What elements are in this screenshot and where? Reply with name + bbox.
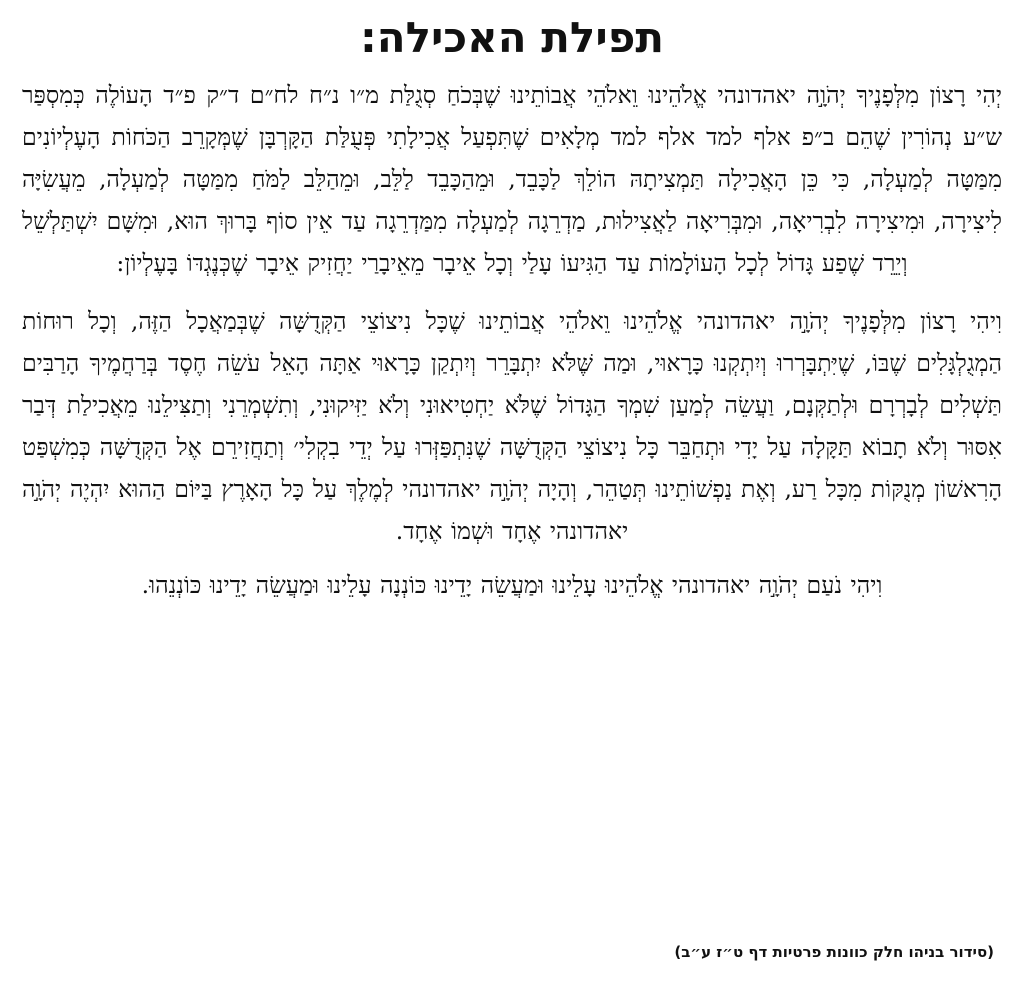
prayer-page xyxy=(22,8,1002,983)
prayer-paragraph-1: יְהִי רָצוֹן מִלְּפָנֶיךָ יְהֹוָ֣ה יאהדונהי אֱלֹהֵינוּ וֵאלֹהֵי אֲבוֹתֵינוּ שֶׁבְּכֹחַ סְגֻלַּת מ״ו נ״ח לח״ם ד״ק פ״ד הָעוֹלֶה כְּמִסְפַּר ש״ע נְהוֹרִין שֶׁהֵם ב״פ אלף למד אלף למד מְלָאִים שֶׁתִּפְעַל אֲכִילָתִי פְּעֻלַּת הַקָּרְבָּן שֶׁמְּקָרֵב הַכֹּחוֹת הָעֶלְיוֹנִים מִמַּטָּה לְמַעְלָה, כִּי כֵּן הָאֲכִילָה תַּמְצִיתָהּ הוֹלֵךְ לַכָּבֵד, וּמֵהַכָּבֵד לַלֵּב, וּמֵהַלֵּב לַמֹּחַ מִמַּטָּה לְמַעְלָה, מֵעֲשִׂיָּה לִיצִירָה, וּמִיצִירָה לִבְרִיאָה, וּמִבְּרִיאָה לַאֲצִילוּת, מַדְרֵגָה לְמַעְלָה מִמַּדְרֵגָה עַד אֵין סוֹף בָּרוּךְ הוּא, וּמִשָּׁם יִשְׁתַּלְשֵׁל וְיֵרֵד שֶׁפַע גָּדוֹל לְכָל הָעוֹלָמוֹת עַד הַגִּיעוֹ עָלַי וְכָל אֵיבָר מֵאֵיבָרַי יַחֲזִיק אֵיבָר שֶׁכְּנֶגְדּוֹ בָּעֶלְיוֹן: xyxy=(22,81,1002,277)
prayer-paragraph-2: וִיהִי רָצוֹן מִלְּפָנֶיךָ יְהֹוָ֣ה יאהדונהי אֱלֹהֵינוּ וֵאלֹהֵי אֲבוֹתֵינוּ שֶׁכָּל נִיצוֹצֵי הַקְּדֻשָּׁה שֶׁבְּמַאֲכָל הַזֶּה, וְכָל רוּחוֹת הַמְגֻלְגָּלִים שֶׁבּוֹ, שֶׁיִּתְבָּרְרוּ וְיִתְקְנוּ כָּרָאוּי, וּמַה שֶּׁלֹּא יִתְבָּרֵר וְיִתְקַן כָּרָאוּי אַתָּה הָאֵל עֹשֵׂה חֶסֶד בְּרַחֲמֶיךָ הָרַבִּים תַּשְׁלִים לְבָרְרָם וּלְתַקְּנָם, וַעֲשֵׂה לְמַעַן שִׁמְךָ הַגָּדוֹל שֶׁלֹּא יַחְטִיאוּנִי וְלֹא יַזִּיקוּנִי, וְתִשְׁמְרֵנִי וְתַצִּילֵנוּ מֵאֲכִילַת דְּבַר אִסּוּר וְלֹא תָבוֹא תַּקָּלָה עַל יָדִי וּתְחַבֵּר כָּל נִיצוֹצֵי הַקְּדֻשָּׁה שֶׁנִּתְפַּזְּרוּ עַל יְדֵי בִקְלִי׳ וְתַחֲזִירֵם אֶל הַקְּדֻשָּׁה כְּמִשְׁפַּט הָרִאשׁוֹן מְנֻקּוֹת מִכָּל רַע, וְאֶת נַפְשׁוֹתֵינוּ תְּטַהֵר, וְהָיָה יְהֹוָ֣ה יאהדונהי לְמֶלֶךְ עַל כָּל הָאָרֶץ בַּיּוֹם הַהוּא יִהְיֶה יְהֹוָ֣ה יאהדונהי אֶחָד וּשְׁמוֹ אֶחָד. xyxy=(22,307,1002,545)
page-title: תפילת האכילה: xyxy=(359,13,665,62)
source-citation: (סידור בניהו חלק כוונות פרטיות דף ט״ז ע״ב) xyxy=(674,943,994,961)
prayer-paragraph-3: וִיהִי נֹעַם יְהֹוָ֣ה יאהדונהי אֱלֹהֵינוּ עָלֵינוּ וּמַעֲשֵׂה יָדֵינוּ כּוֹנְנָה עָלֵינוּ וּמַעֲשֵׂה יָדֵינוּ כּוֹנְנֵהוּ. xyxy=(141,571,883,599)
